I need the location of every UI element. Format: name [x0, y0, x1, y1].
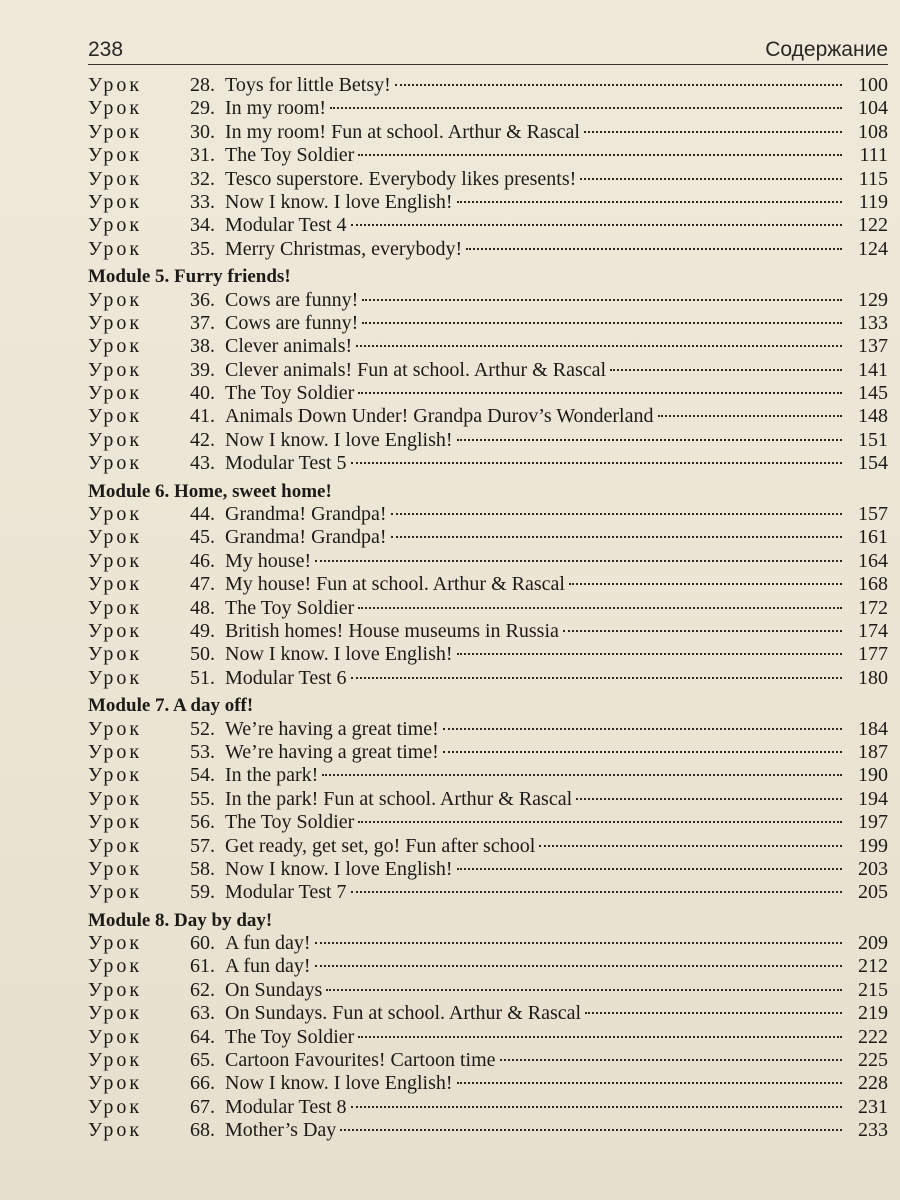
dot-leader [539, 845, 842, 847]
lesson-title: Mother’s Day [225, 1119, 337, 1142]
lesson-page-number: 168 [858, 573, 888, 596]
lesson-title: Now I know. I love English! [225, 1072, 453, 1095]
toc-entry [88, 764, 888, 787]
lesson-page-number: 205 [858, 881, 888, 904]
dot-leader [315, 965, 842, 967]
dot-leader [457, 653, 842, 655]
lesson-title: Modular Test 4 [225, 214, 347, 237]
lesson-page-number: 199 [858, 834, 888, 857]
lesson-number: 65. [190, 1049, 215, 1072]
toc-entry [88, 1119, 888, 1142]
lesson-label: Урок [88, 358, 143, 381]
lesson-title: In the park! Fun at school. Arthur & Rascal [225, 787, 573, 810]
lesson-number: 53. [190, 740, 215, 763]
lesson-label: Урок [88, 428, 143, 451]
toc-entry [88, 667, 888, 690]
lesson-page-number: 197 [858, 811, 888, 834]
dot-leader [362, 322, 842, 324]
lesson-title: The Toy Soldier [225, 144, 355, 167]
dot-leader [457, 868, 842, 870]
lesson-page-number: 108 [858, 120, 888, 143]
lesson-page-number: 231 [858, 1095, 888, 1118]
lesson-title: Get ready, get set, go! Fun after school [225, 834, 536, 857]
lesson-page-number: 119 [858, 190, 888, 213]
dot-leader [356, 345, 842, 347]
lesson-number: 45. [190, 526, 215, 549]
lesson-label: Урок [88, 811, 143, 834]
toc-entry [88, 121, 888, 144]
lesson-number: 48. [190, 596, 215, 619]
lesson-label: Урок [88, 857, 143, 880]
toc-entry [88, 932, 888, 955]
lesson-title: Now I know. I love English! [225, 190, 453, 213]
toc-entry [88, 382, 888, 405]
toc-entry [88, 289, 888, 312]
lesson-page-number: 137 [858, 335, 888, 358]
lesson-label: Урок [88, 1095, 143, 1118]
lesson-label: Урок [88, 1119, 143, 1142]
toc-entry [88, 955, 888, 978]
lesson-page-number: 190 [858, 764, 888, 787]
toc-entry [88, 191, 888, 214]
lesson-label: Урок [88, 237, 143, 260]
toc-entry [88, 214, 888, 237]
dot-leader [351, 1106, 842, 1108]
lesson-title: The Toy Soldier [225, 382, 355, 405]
lesson-number: 55. [190, 787, 215, 810]
toc-entry [88, 573, 888, 596]
lesson-number: 40. [190, 382, 215, 405]
lesson-title: My house! Fun at school. Arthur & Rascal [225, 573, 565, 596]
lesson-page-number: 133 [858, 311, 888, 334]
lesson-number: 56. [190, 811, 215, 834]
lesson-number: 43. [190, 452, 215, 475]
lesson-number: 51. [190, 666, 215, 689]
dot-leader [351, 462, 842, 464]
lesson-page-number: 177 [858, 643, 888, 666]
dot-leader [351, 677, 842, 679]
dot-leader [395, 84, 842, 86]
lesson-title: Grandma! Grandpa! [225, 503, 387, 526]
toc-entry [88, 1002, 888, 1025]
lesson-title: Now I know. I love English! [225, 857, 453, 880]
toc-entry [88, 168, 888, 191]
header-divider [88, 64, 888, 65]
lesson-title: Modular Test 7 [225, 881, 347, 904]
lesson-label: Урок [88, 932, 143, 955]
toc-entry [88, 238, 888, 261]
dot-leader [340, 1129, 842, 1131]
group-spacer [88, 690, 888, 692]
dot-leader [362, 299, 842, 301]
lesson-page-number: 100 [858, 74, 888, 96]
lesson-page-number: 180 [858, 666, 888, 689]
lesson-number: 68. [190, 1119, 215, 1142]
dot-leader [315, 942, 842, 944]
toc-entry [88, 335, 888, 358]
lesson-label: Урок [88, 787, 143, 810]
dot-leader [576, 798, 842, 800]
lesson-label: Урок [88, 596, 143, 619]
lesson-title: Clever animals! Fun at school. Arthur & Rascal [225, 358, 607, 381]
lesson-page-number: 219 [858, 1002, 888, 1025]
dot-leader [358, 821, 842, 823]
page-header [88, 28, 888, 62]
lesson-label: Урок [88, 549, 143, 572]
dot-leader [391, 513, 842, 515]
lesson-label: Урок [88, 717, 143, 740]
lesson-page-number: 172 [858, 596, 888, 619]
toc-entry [88, 359, 888, 382]
dot-leader [457, 439, 842, 441]
lesson-label: Урок [88, 311, 143, 334]
lesson-page-number: 145 [858, 382, 888, 405]
lesson-number: 39. [190, 358, 215, 381]
lesson-label: Урок [88, 978, 143, 1001]
dot-leader [330, 107, 842, 109]
lesson-number: 38. [190, 335, 215, 358]
lesson-label: Урок [88, 452, 143, 475]
lesson-page-number: 228 [858, 1072, 888, 1095]
lesson-number: 32. [190, 167, 215, 190]
lesson-number: 58. [190, 857, 215, 880]
lesson-page-number: 115 [858, 167, 888, 190]
dot-leader [658, 415, 843, 417]
lesson-title: Cows are funny! [225, 311, 359, 334]
lesson-number: 36. [190, 288, 215, 311]
lesson-page-number: 129 [858, 288, 888, 311]
lesson-page-number: 161 [858, 526, 888, 549]
dot-leader [391, 536, 842, 538]
lesson-number: 50. [190, 643, 215, 666]
lesson-title: In my room! Fun at school. Arthur & Rascal [225, 120, 580, 143]
dot-leader [563, 630, 842, 632]
lesson-label: Урок [88, 405, 143, 428]
lesson-title: Tesco superstore. Everybody likes presents! [225, 167, 577, 190]
toc-entry [88, 858, 888, 881]
lesson-number: 54. [190, 764, 215, 787]
toc-entry [88, 452, 888, 475]
dot-leader [457, 1082, 842, 1084]
lesson-number: 60. [190, 932, 215, 955]
toc-entry [88, 718, 888, 741]
lesson-title: Animals Down Under! Grandpa Durov’s Wonderland [225, 405, 654, 428]
lesson-label: Урок [88, 834, 143, 857]
dot-leader [585, 1012, 842, 1014]
lesson-title: In the park! [225, 764, 319, 787]
lesson-page-number: 122 [858, 214, 888, 237]
lesson-title: British homes! House museums in Russia [225, 619, 559, 642]
lesson-number: 42. [190, 428, 215, 451]
lesson-label: Урок [88, 764, 143, 787]
dot-leader [580, 178, 842, 180]
toc-entry [88, 429, 888, 452]
lesson-label: Урок [88, 643, 143, 666]
group-spacer [88, 261, 888, 263]
lesson-page-number: 212 [858, 955, 888, 978]
dot-leader [443, 751, 842, 753]
lesson-number: 46. [190, 549, 215, 572]
lesson-number: 67. [190, 1095, 215, 1118]
lesson-label: Урок [88, 190, 143, 213]
toc-entry [88, 144, 888, 167]
section-title: Содержание [765, 38, 888, 61]
toc-entry [88, 788, 888, 811]
toc-entry [88, 74, 888, 97]
lesson-number: 34. [190, 214, 215, 237]
lesson-number: 64. [190, 1025, 215, 1048]
lesson-title: On Sundays [225, 978, 323, 1001]
lesson-title: A fun day! [225, 955, 311, 978]
lesson-page-number: 222 [858, 1025, 888, 1048]
toc-entry [88, 405, 888, 428]
lesson-label: Урок [88, 1049, 143, 1072]
lesson-title: Merry Christmas, everybody! [225, 237, 463, 260]
lesson-label: Урок [88, 214, 143, 237]
dot-leader [358, 154, 842, 156]
dot-leader [315, 560, 842, 562]
lesson-page-number: 215 [858, 978, 888, 1001]
toc-entry [88, 550, 888, 573]
lesson-title: Now I know. I love English! [225, 428, 453, 451]
toc-entry [88, 503, 888, 526]
lesson-title: Modular Test 8 [225, 1095, 347, 1118]
lesson-label: Урок [88, 666, 143, 689]
lesson-number: 31. [190, 144, 215, 167]
lesson-page-number: 233 [858, 1119, 888, 1142]
dot-leader [358, 392, 842, 394]
lesson-title: Toys for little Betsy! [225, 74, 391, 96]
toc-entry [88, 312, 888, 335]
lesson-label: Урок [88, 335, 143, 358]
toc-entry [88, 741, 888, 764]
dot-leader [322, 774, 842, 776]
group-spacer [88, 905, 888, 907]
lesson-number: 37. [190, 311, 215, 334]
dot-leader [351, 224, 842, 226]
lesson-label: Урок [88, 167, 143, 190]
lesson-label: Урок [88, 955, 143, 978]
lesson-label: Урок [88, 526, 143, 549]
lesson-label: Урок [88, 573, 143, 596]
lesson-number: 41. [190, 405, 215, 428]
toc-entry [88, 1096, 888, 1119]
lesson-label: Урок [88, 74, 143, 96]
lesson-label: Урок [88, 97, 143, 120]
lesson-title: Cartoon Favourites! Cartoon time [225, 1049, 496, 1072]
lesson-page-number: 174 [858, 619, 888, 642]
toc-entry [88, 1026, 888, 1049]
table-of-contents [88, 74, 888, 1145]
toc-entry [88, 526, 888, 549]
lesson-label: Урок [88, 503, 143, 526]
lesson-page-number: 157 [858, 503, 888, 526]
lesson-label: Урок [88, 740, 143, 763]
group-spacer [88, 476, 888, 478]
lesson-page-number: 141 [858, 358, 888, 381]
lesson-page-number: 184 [858, 717, 888, 740]
lesson-number: 66. [190, 1072, 215, 1095]
lesson-title: Modular Test 5 [225, 452, 347, 475]
lesson-page-number: 104 [858, 97, 888, 120]
lesson-title: We’re having a great time! [225, 740, 439, 763]
lesson-title: On Sundays. Fun at school. Arthur & Rascal [225, 1002, 582, 1025]
dot-leader [466, 248, 842, 250]
toc-entry [88, 979, 888, 1002]
lesson-page-number: 209 [858, 932, 888, 955]
dot-leader [358, 607, 842, 609]
lesson-number: 47. [190, 573, 215, 596]
lesson-number: 35. [190, 237, 215, 260]
lesson-page-number: 154 [858, 452, 888, 475]
lesson-number: 61. [190, 955, 215, 978]
lesson-title: Cows are funny! [225, 288, 359, 311]
lesson-title: Grandma! Grandpa! [225, 526, 387, 549]
lesson-page-number: 225 [858, 1049, 888, 1072]
lesson-page-number: 111 [859, 144, 888, 167]
lesson-number: 62. [190, 978, 215, 1001]
lesson-title: Now I know. I love English! [225, 643, 453, 666]
lesson-label: Урок [88, 619, 143, 642]
lesson-number: 59. [190, 881, 215, 904]
toc-entry [88, 1072, 888, 1095]
toc-entry [88, 811, 888, 834]
lesson-title: The Toy Soldier [225, 811, 355, 834]
toc-entry [88, 97, 888, 120]
lesson-page-number: 164 [858, 549, 888, 572]
toc-entry [88, 643, 888, 666]
lesson-label: Урок [88, 120, 143, 143]
lesson-number: 30. [190, 120, 215, 143]
dot-leader [358, 1036, 842, 1038]
lesson-label: Урок [88, 1025, 143, 1048]
toc-entry [88, 620, 888, 643]
lesson-title: The Toy Soldier [225, 596, 355, 619]
module-heading: Module 6. Home, sweet home! [88, 480, 332, 502]
lesson-number: 33. [190, 190, 215, 213]
lesson-title: My house! [225, 549, 312, 572]
toc-entry [88, 1049, 888, 1072]
lesson-page-number: 203 [858, 857, 888, 880]
lesson-title: We’re having a great time! [225, 717, 439, 740]
dot-leader [351, 891, 842, 893]
lesson-title: Modular Test 6 [225, 666, 347, 689]
lesson-number: 49. [190, 619, 215, 642]
lesson-page-number: 194 [858, 787, 888, 810]
dot-leader [326, 989, 842, 991]
lesson-number: 44. [190, 503, 215, 526]
dot-leader [443, 728, 842, 730]
dot-leader [610, 369, 842, 371]
lesson-page-number: 187 [858, 740, 888, 763]
lesson-page-number: 124 [858, 237, 888, 260]
lesson-label: Урок [88, 288, 143, 311]
lesson-label: Урок [88, 1002, 143, 1025]
module-heading: Module 8. Day by day! [88, 909, 273, 931]
lesson-page-number: 151 [858, 428, 888, 451]
lesson-title: A fun day! [225, 932, 311, 955]
page-number: 238 [88, 38, 124, 61]
lesson-title: The Toy Soldier [225, 1025, 355, 1048]
toc-entry [88, 881, 888, 904]
lesson-number: 52. [190, 717, 215, 740]
lesson-number: 28. [190, 74, 215, 96]
lesson-number: 57. [190, 834, 215, 857]
lesson-label: Урок [88, 881, 143, 904]
lesson-label: Урок [88, 144, 143, 167]
module-heading: Module 5. Furry friends! [88, 266, 291, 288]
dot-leader [500, 1059, 842, 1061]
module-heading: Module 7. A day off! [88, 695, 254, 717]
lesson-label: Урок [88, 382, 143, 405]
lesson-number: 63. [190, 1002, 215, 1025]
lesson-number: 29. [190, 97, 215, 120]
dot-leader [584, 131, 842, 133]
dot-leader [569, 583, 842, 585]
group-spacer [88, 1143, 888, 1145]
lesson-label: Урок [88, 1072, 143, 1095]
lesson-page-number: 148 [858, 405, 888, 428]
lesson-title: Clever animals! [225, 335, 353, 358]
dot-leader [457, 201, 842, 203]
lesson-title: In my room! [225, 97, 327, 120]
toc-entry [88, 835, 888, 858]
toc-entry [88, 597, 888, 620]
